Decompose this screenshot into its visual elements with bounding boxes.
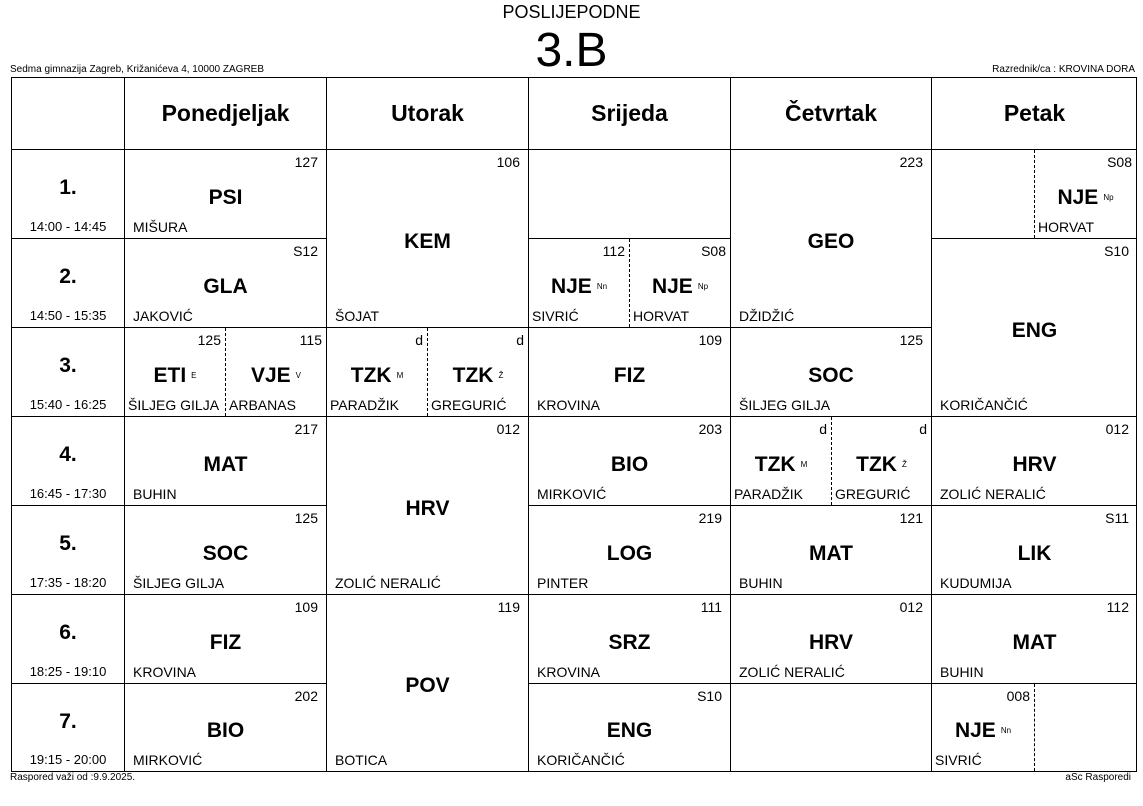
lesson-cell <box>932 684 1137 771</box>
software-credit: aSc Rasporedi <box>1065 772 1131 783</box>
subject-name: BIO <box>206 718 245 742</box>
subject-name: SRZ <box>608 630 651 654</box>
room-number: d <box>415 332 423 348</box>
period-number: 5. <box>59 532 77 555</box>
room-number: 125 <box>899 332 923 348</box>
teacher-name: SIVRIĆ <box>532 308 579 324</box>
teacher-name: ŠOJAT <box>335 308 380 324</box>
day-header: Ponedjeljak <box>125 78 327 150</box>
group-label: M <box>800 459 808 469</box>
room-number: S08 <box>1107 154 1132 170</box>
period-number: 3. <box>59 354 77 377</box>
period-time: 15:40 - 16:25 <box>29 397 107 412</box>
room-number: d <box>516 332 524 348</box>
lesson-cell <box>529 328 731 417</box>
period-number: 7. <box>59 710 77 733</box>
subject-code <box>529 719 730 743</box>
room-number: 203 <box>698 421 722 437</box>
period-time: 19:15 - 20:00 <box>29 752 107 767</box>
subject-name: MAT <box>1012 630 1057 654</box>
teacher-name: PARADŽIK <box>734 486 803 502</box>
group-lesson <box>428 328 528 416</box>
subject-code <box>1035 186 1136 210</box>
subject-code <box>327 364 427 388</box>
teacher-name: GREGURIĆ <box>835 486 911 502</box>
subject-name: MAT <box>809 541 853 565</box>
teacher-name: ŠILJEG GILJA <box>133 575 225 591</box>
school-address: Sedma gimnazija Zagreb, Križanićeva 4, 10000 ZAGREB <box>10 64 265 75</box>
subject-name: ETI <box>153 363 187 387</box>
group-lesson <box>1035 150 1136 238</box>
lesson-cell <box>125 417 327 506</box>
period-number: 2. <box>59 265 77 288</box>
teacher-name: ŠILJEG GILJA <box>739 397 831 413</box>
period-cell <box>12 684 125 771</box>
subject-name: MAT <box>203 452 248 476</box>
subject-code <box>327 230 528 254</box>
subject-code <box>125 186 326 210</box>
room-number: 012 <box>899 599 923 615</box>
subject-name: TZK <box>452 363 494 387</box>
lesson-cell <box>125 239 327 328</box>
lesson-cell <box>932 417 1137 506</box>
teacher-name: HORVAT <box>1038 219 1095 235</box>
subject-code <box>125 275 326 299</box>
lesson-cell <box>529 506 731 595</box>
lesson-cell <box>327 595 529 771</box>
teacher-name: KROVINA <box>133 664 197 680</box>
empty-group <box>932 150 1035 238</box>
room-number: 012 <box>496 421 520 437</box>
group-lesson <box>226 328 326 416</box>
subject-code <box>327 674 528 698</box>
room-number: 115 <box>299 332 322 348</box>
teacher-name: KROVINA <box>537 397 601 413</box>
room-number: 111 <box>700 599 722 615</box>
period-cell <box>12 150 125 239</box>
room-number: S08 <box>701 243 726 259</box>
subject-code <box>932 719 1034 743</box>
period-cell <box>12 506 125 595</box>
subject-code <box>932 453 1137 477</box>
group-lesson <box>630 239 730 327</box>
room-number: d <box>919 421 927 437</box>
group-lesson <box>832 417 931 505</box>
teacher-name: SIVRIĆ <box>935 752 982 768</box>
timetable-grid <box>11 77 1137 772</box>
subject-name: TZK <box>856 452 897 476</box>
room-number: S10 <box>1104 243 1129 259</box>
subject-code <box>731 631 931 655</box>
period-time: 16:45 - 17:30 <box>29 486 107 501</box>
subject-name: NJE <box>550 274 592 298</box>
teacher-name: BUHIN <box>940 664 984 680</box>
room-number: 219 <box>698 510 722 526</box>
room-number: 125 <box>294 510 318 526</box>
room-number: S12 <box>293 243 318 259</box>
lesson-cell <box>529 595 731 684</box>
empty-group <box>1035 684 1136 771</box>
class-teacher: Razrednik/ca : KROVINA DORA <box>992 64 1135 75</box>
room-number: d <box>819 421 827 437</box>
period-time: 14:50 - 15:35 <box>29 308 107 323</box>
subject-code <box>731 542 931 566</box>
period-number: 1. <box>59 176 77 199</box>
valid-from-note: Raspored važi od :9.9.2025. <box>10 772 136 783</box>
subject-code <box>125 364 225 388</box>
teacher-name: KROVINA <box>537 664 601 680</box>
group-lesson <box>529 239 630 327</box>
day-header: Petak <box>932 78 1137 150</box>
lesson-cell <box>731 506 932 595</box>
lesson-cell <box>125 595 327 684</box>
corner-cell <box>12 78 125 150</box>
teacher-name: JAKOVIĆ <box>133 308 193 324</box>
teacher-name: HORVAT <box>633 308 690 324</box>
lesson-cell <box>731 150 932 328</box>
subject-name: PSI <box>208 185 243 209</box>
subject-code <box>529 275 629 299</box>
teacher-name: ZOLIĆ NERALIĆ <box>739 664 845 680</box>
subject-name: POV <box>405 674 450 697</box>
lesson-cell <box>327 417 529 595</box>
period-time: 17:35 - 18:20 <box>29 575 107 590</box>
subject-code <box>125 719 326 743</box>
room-number: 109 <box>698 332 722 348</box>
subject-name: KEM <box>404 230 451 253</box>
group-lesson <box>932 684 1035 771</box>
teacher-name: BOTICA <box>335 752 388 768</box>
lesson-cell <box>529 239 731 328</box>
group-label: V <box>295 370 302 380</box>
room-number: 008 <box>1006 688 1030 704</box>
lesson-cell <box>125 684 327 771</box>
lesson-cell <box>529 417 731 506</box>
lesson-cell <box>327 150 529 328</box>
subject-code <box>932 319 1137 343</box>
room-number: 012 <box>1105 421 1129 437</box>
lesson-cell <box>327 328 529 417</box>
teacher-name: BUHIN <box>133 486 177 502</box>
teacher-name: MIRKOVIĆ <box>537 486 607 502</box>
subject-code <box>932 542 1137 566</box>
subject-code <box>832 453 931 477</box>
subject-name: NJE <box>651 274 693 298</box>
teacher-name: PINTER <box>537 575 589 591</box>
teacher-name: BUHIN <box>739 575 783 591</box>
empty-slot <box>731 684 932 771</box>
teacher-name: KORIČANČIĆ <box>940 397 1028 413</box>
group-label: Nn <box>596 281 608 291</box>
teacher-name: ŠILJEG GILJA <box>128 397 220 413</box>
day-header: Četvrtak <box>731 78 932 150</box>
group-lesson <box>327 328 428 416</box>
subject-name: HRV <box>809 630 853 654</box>
group-label: Np <box>697 281 709 291</box>
period-time: 18:25 - 19:10 <box>29 664 107 679</box>
subject-code <box>731 230 931 254</box>
room-number: 121 <box>899 510 923 526</box>
lesson-cell <box>731 595 932 684</box>
period-cell <box>12 328 125 417</box>
subject-name: BIO <box>610 452 649 476</box>
subject-name: LOG <box>606 541 653 565</box>
teacher-name: ZOLIĆ NERALIĆ <box>335 575 441 591</box>
subject-code <box>125 453 326 477</box>
group-label: Ž <box>498 370 504 380</box>
subject-code <box>125 542 326 566</box>
subject-name: ENG <box>1011 319 1058 342</box>
subject-code <box>932 631 1137 655</box>
room-number: 217 <box>294 421 318 437</box>
room-number: 119 <box>497 599 520 615</box>
teacher-name: KUDUMIJA <box>940 575 1012 591</box>
room-number: 202 <box>294 688 318 704</box>
lesson-cell <box>932 595 1137 684</box>
lesson-cell <box>125 150 327 239</box>
lesson-cell <box>932 150 1137 239</box>
subject-code <box>529 631 730 655</box>
subject-name: FIZ <box>613 363 646 387</box>
lesson-cell <box>932 506 1137 595</box>
group-label: M <box>396 370 404 380</box>
class-title: 3.B <box>535 24 608 77</box>
teacher-name: ZOLIĆ NERALIĆ <box>940 486 1046 502</box>
group-label: Ž <box>901 459 907 469</box>
subject-name: LIK <box>1017 541 1052 565</box>
room-number: 223 <box>899 154 923 170</box>
room-number: 125 <box>197 332 221 348</box>
room-number: 112 <box>602 243 625 259</box>
subject-name: TZK <box>754 452 796 476</box>
teacher-name: KORIČANČIĆ <box>537 752 625 768</box>
room-number: 112 <box>1106 599 1129 615</box>
subject-name: GEO <box>807 230 855 253</box>
subject-code <box>226 364 326 388</box>
subject-name: GLA <box>203 274 248 298</box>
day-header: Srijeda <box>529 78 731 150</box>
period-number: 6. <box>59 621 77 644</box>
lesson-cell <box>125 328 327 417</box>
teacher-name: ARBANAS <box>229 397 296 413</box>
group-label: Nn <box>1000 725 1012 735</box>
room-number: S10 <box>697 688 722 704</box>
subject-code <box>125 631 326 655</box>
subject-name: NJE <box>954 718 996 742</box>
teacher-name: MIŠURA <box>133 219 188 235</box>
subject-code <box>529 542 730 566</box>
shift-label: POSLIJEPODNE <box>502 2 641 22</box>
group-label: E <box>191 370 197 380</box>
group-lesson <box>731 417 832 505</box>
lesson-cell <box>529 684 731 771</box>
subject-name: SOC <box>808 363 854 387</box>
group-lesson <box>125 328 226 416</box>
room-number: 109 <box>294 599 318 615</box>
lesson-cell <box>932 239 1137 417</box>
subject-name: HRV <box>1012 452 1057 476</box>
period-number: 4. <box>59 443 77 466</box>
teacher-name: MIRKOVIĆ <box>133 752 203 768</box>
subject-name: ENG <box>606 718 653 742</box>
lesson-cell <box>125 506 327 595</box>
subject-code <box>428 364 528 388</box>
subject-name: VJE <box>250 363 291 387</box>
subject-name: FIZ <box>209 630 242 654</box>
teacher-name: GREGURIĆ <box>431 397 507 413</box>
period-cell <box>12 417 125 506</box>
subject-name: NJE <box>1057 185 1099 209</box>
subject-code <box>529 364 730 388</box>
subject-name: SOC <box>202 541 249 565</box>
subject-code <box>731 453 831 477</box>
subject-name: HRV <box>405 497 450 520</box>
period-time: 14:00 - 14:45 <box>29 219 107 234</box>
subject-code <box>731 364 931 388</box>
group-label: Np <box>1103 192 1114 202</box>
teacher-name: DŽIDŽIĆ <box>739 308 795 324</box>
empty-slot <box>529 150 731 239</box>
subject-code <box>529 453 730 477</box>
period-cell <box>12 239 125 328</box>
teacher-name: PARADŽIK <box>330 397 399 413</box>
room-number: 127 <box>294 154 318 170</box>
subject-code <box>630 275 730 299</box>
period-cell <box>12 595 125 684</box>
room-number: 106 <box>496 154 520 170</box>
day-header: Utorak <box>327 78 529 150</box>
room-number: S11 <box>1105 510 1129 526</box>
lesson-cell <box>731 328 932 417</box>
subject-code <box>327 497 528 521</box>
lesson-cell <box>731 417 932 506</box>
subject-name: TZK <box>350 363 392 387</box>
